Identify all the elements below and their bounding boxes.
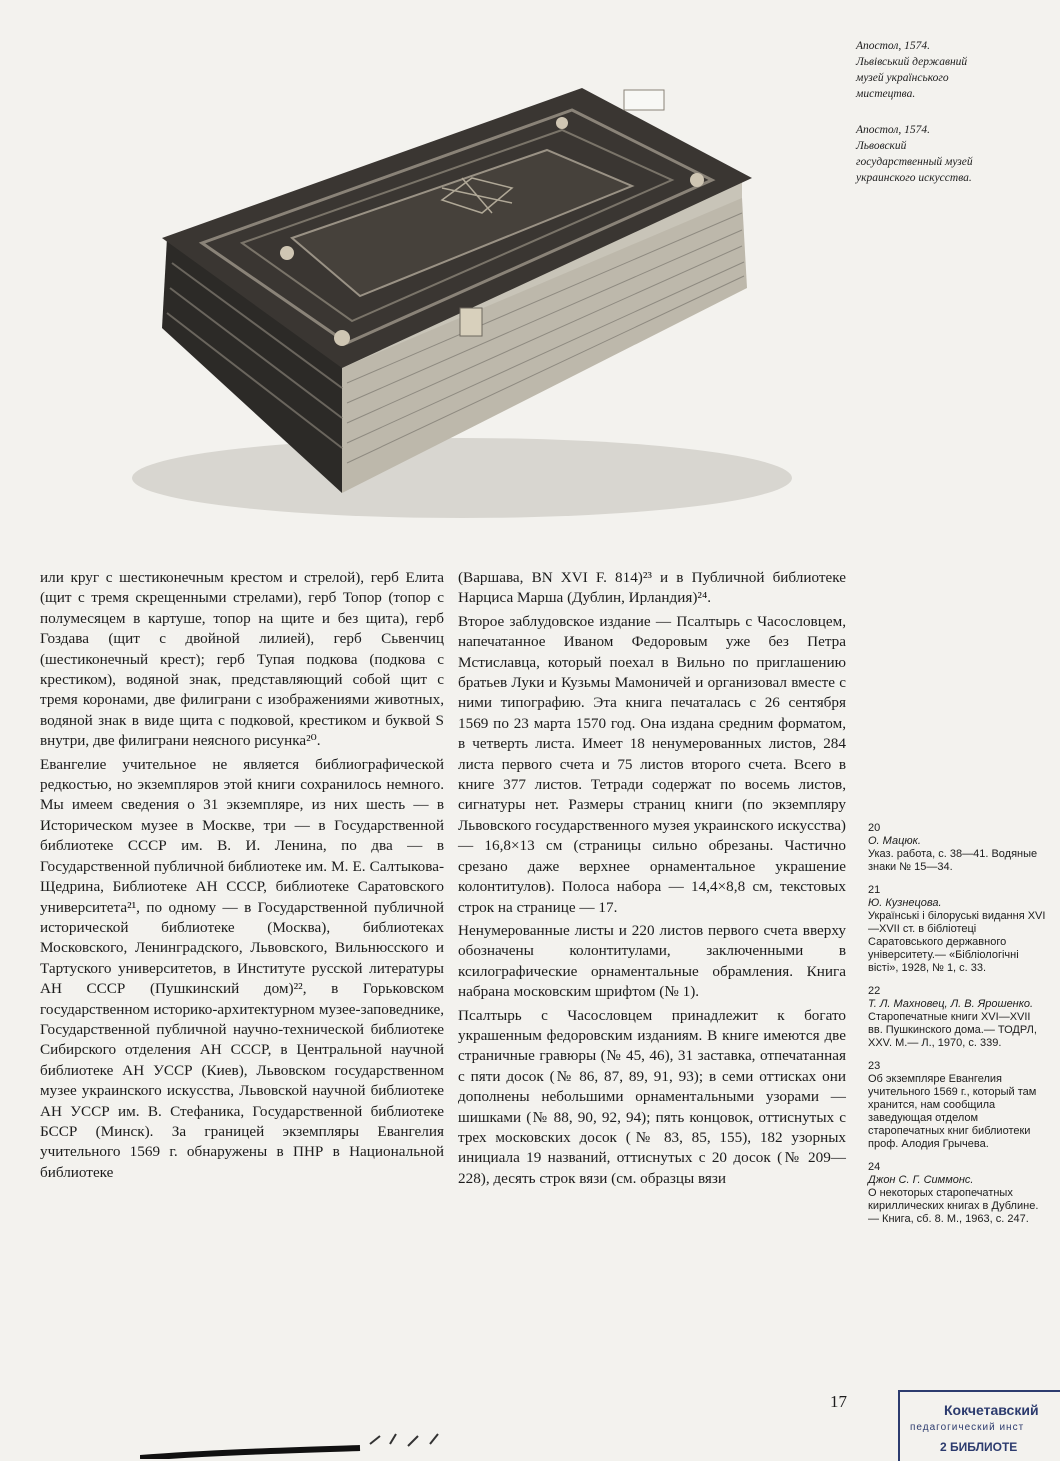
paragraph: Ненумерованные листы и 220 листов первого счета вверху обозначены колонтитулами, заключенными в ксилографические орнаментальные обрамления. Книга набрана московским шрифтом (№ 1). xyxy=(458,921,846,1001)
caption-line: украинского искусства. xyxy=(856,172,972,184)
footnote-number: 22 xyxy=(868,985,881,997)
footnote xyxy=(868,822,1048,874)
stamp-line: педагогический инст xyxy=(910,1422,1025,1433)
footnote-author: Ю. Кузнецова. xyxy=(868,897,942,909)
caption-line: Львівський державний xyxy=(856,56,968,68)
paragraph: Второе заблудовское издание — Псалтырь с Часословцем, напечатанное Иваном Федоровым уже без Петра Мстиславца, который поехал в Вильно по приглашению братьев Луки и Кузьмы Мамоничей и организовал вместе с ними типографию. Эта книга печаталась с 26 сентября 1569 по 23 марта 1570 год. Она издана средним форматом, в четверть листа. Имеет 18 ненумерованных листов, 284 листа первого счета и 75 листов второго счета. Всего в книге 377 листов. Тетради содержат по восемь листов, сигнатуры нет. Размеры страниц книги (по экземпляру Львовского государственного музея украинского искусства) — 16,8×13 см (страницы сильно обрезаны. Частично срезано даже верхнее орнаментальное украшение колонтитулов). Полоса набора — 14,4×8,8 см, текстовых строк на странице — 17. xyxy=(458,612,846,916)
paragraph: Евангелие учительное не является библиографической редкостью, но экземпляров этой книги сохранилось немного. Мы имеем сведения о 31 экземпляре, из них шесть — в Историческом музее в Москве, три — в Государственной библиотеке СССР им. В. И. Ленина, по два — в Государственной публичной библиотеке им. М. Е. Салтыкова-Щедрина, Библиотеке АН СССР, библиотеке Саратовского университета²¹, по одному — в Государственной публичной исторической библиотеке (Москва), библиотеках Московского, Ленинградского, Львовского, Вильнюсского и Тартуского университетов, в Институте русской литературы АН СССР (Пушкинский дом)²², в Горьковском государственном историко-архитектурном музее-заповеднике, Государственной публичной научно-технической библиотеке Сибирского отделения АН СССР, в Центральной научной библиотеке АН УССР (Киев), Львовском государственном музее украинского искусства, Львовской научной библиотеке АН УССР им. В. Стефаника, Государственной библиотеке БССР (Минск). За границей экземпляры Евангелия учительного 1569 г. обнаружены в ПНР в Национальной библиотеке xyxy=(40,755,444,1181)
footnote-number: 21 xyxy=(868,884,881,896)
caption-line: музей українського xyxy=(856,72,949,84)
page-number: 17 xyxy=(830,1392,847,1411)
footnote-author: Т. Л. Махновец, Л. В. Ярошенко. xyxy=(868,998,1034,1010)
library-stamp xyxy=(898,1390,1060,1461)
paragraph: (Варшава, BN XVI F. 814)²³ и в Публичной библиотеке Нарциса Марша (Дублин, Ирландия)²⁴. xyxy=(458,569,846,607)
footnote-text: Об экземпляре Евангелия учительного 1569 г., который там хранится, нам сообщила заведующая отделом старопечатных книг библиотеки проф. Алодия Грычева. xyxy=(868,1073,1037,1150)
photo-caption-russian xyxy=(856,122,1052,186)
caption-line: Апостол, 1574. xyxy=(856,40,931,52)
footnote-text: Українські і білоруські видання XVI—XVII ст. в бібліотеці Саратовського державного університету.— «Бібліологічні вісті», 1928, № 1, с. 33. xyxy=(868,910,1046,974)
footnote xyxy=(868,1060,1048,1151)
footnote-text: Указ. работа, с. 38—41. Водяные знаки № 15—34. xyxy=(868,848,1038,873)
book-illustration xyxy=(42,38,848,530)
caption-line: Апостол, 1574. xyxy=(856,124,931,136)
paragraph: или круг с шестиконечным крестом и стрелой), герб Елита (щит с тремя скрещенными стрелами), герб Топор (топор с полумесяцем в картуше, топор на щите и без щита), герб Гоздава (щит с двойной лилией), герб Сьвенчиц (шестиконечный крест); герб Тупая подкова (подкова с крестиком), водяной знак, представляющий собой щит с тремя коронами, две филиграни с изображениями животных, водяной знак в виде щита с подковой, крестиком и буквой S внутри, две филиграни неясного рисунка²⁰. xyxy=(40,569,444,750)
caption-line: мистецтва. xyxy=(856,88,916,100)
footnote-number: 23 xyxy=(868,1060,881,1072)
paragraph: Псалтырь с Часословцем принадлежит к богато украшенным федоровским изданиям. В книге имеются две страничные гравюры (№ 45, 46), 31 заставка, отпечатанная с пяти досок (№ 86, 87, 89, 91, 93); в семи оттисках они дополнены небольшими орнаментальными узорами — шишками (№ 88, 90, 92, 94); пять концовок, оттиснутых с трех московских досок (№ 83, 85, 155), 182 узорных инициала 19 названий, оттиснутых с 20 досок (№ 209—228), десять строк вязи (см. образцы вязи xyxy=(458,1006,846,1187)
footnote-text: Старопечатные книги XVI—XVII вв. Пушкинского дома.— ТОДРЛ, XXV. М.— Л., 1970, с. 339. xyxy=(868,1011,1037,1049)
footnote-number: 24 xyxy=(868,1161,881,1173)
caption-line: государственный музей xyxy=(856,156,973,168)
footnote xyxy=(868,985,1048,1050)
footnote xyxy=(868,1161,1048,1226)
footnote xyxy=(868,884,1048,975)
text-column-right xyxy=(458,568,846,1192)
stamp-line: 2 БИБЛИОТЕ xyxy=(940,1440,1018,1454)
handwritten-mark xyxy=(140,1430,480,1459)
footnote-number: 20 xyxy=(868,822,881,834)
caption-line: Львовский xyxy=(856,140,907,152)
footnote-author: О. Мацюк. xyxy=(868,835,921,847)
stamp-line: Кокчетавский xyxy=(944,1402,1039,1418)
text-column-left xyxy=(40,568,444,1186)
book-photo xyxy=(42,38,848,530)
footnote-text: О некоторых старопечатных кириллических книгах в Дублине.— Книга, сб. 8. М., 1963, с. 247. xyxy=(868,1187,1039,1225)
footnotes xyxy=(868,822,1048,1236)
photo-caption-ukrainian xyxy=(856,38,1052,102)
footnote-author: Джон С. Г. Симмонс. xyxy=(868,1174,974,1186)
